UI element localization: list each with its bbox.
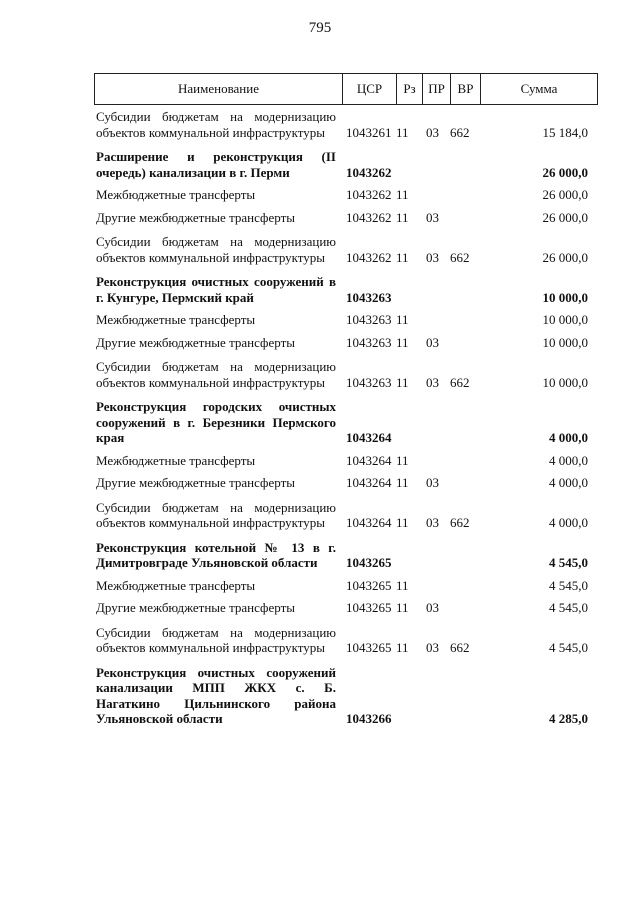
table-row (94, 399, 598, 446)
row-rz: 11 (396, 475, 409, 490)
row-name: Межбюджетные трансферты (96, 452, 256, 468)
row-sum: 4 000,0 (549, 430, 588, 445)
header-csr: ЦСР (343, 74, 397, 104)
row-vr: 662 (450, 640, 470, 655)
row-sum: 26 000,0 (542, 187, 588, 202)
row-name: Субсидии бюджетам на модернизацию объектов коммунальной инфраструктуры (96, 359, 336, 390)
row-csr: 1043265 (346, 555, 392, 570)
row-vr: 662 (450, 249, 470, 265)
row-name: Реконструкция городских очистных сооружений в г. Березники Пермского края (96, 399, 336, 445)
row-csr: 1043262 (346, 209, 392, 225)
header-name: Наименование (95, 74, 343, 104)
row-rz: 11 (396, 209, 409, 225)
row-sum: 10 000,0 (542, 374, 588, 390)
page-number: 795 (308, 20, 332, 36)
row-pr: 03 (426, 209, 439, 225)
row-csr: 1043262 (346, 164, 392, 180)
row-sum: 4 000,0 (549, 515, 588, 530)
header-pr: ПР (423, 74, 451, 104)
row-pr: 03 (426, 515, 439, 530)
budget-table (94, 73, 598, 727)
row-sum: 4 545,0 (549, 555, 588, 570)
row-vr: 662 (450, 515, 470, 530)
row-csr: 1043265 (346, 640, 392, 655)
header-vr: ВР (451, 74, 481, 104)
row-csr: 1043262 (346, 249, 392, 265)
row-csr: 1043266 (346, 711, 392, 726)
row-name: Другие межбюджетные трансферты (96, 600, 295, 615)
row-sum: 10 000,0 (542, 289, 588, 305)
table-row (94, 149, 598, 180)
row-sum: 4 545,0 (549, 600, 588, 615)
row-name: Межбюджетные трансферты (96, 577, 256, 593)
row-name: Межбюджетные трансферты (96, 187, 256, 202)
row-csr: 1043263 (346, 334, 392, 350)
row-sum: 10 000,0 (542, 312, 588, 327)
row-csr: 1043264 (346, 430, 392, 445)
table-row (94, 625, 598, 656)
row-sum: 4 545,0 (549, 577, 588, 593)
row-pr: 03 (426, 640, 439, 655)
row-pr: 03 (426, 334, 439, 350)
row-rz: 11 (396, 334, 409, 350)
row-name: Субсидии бюджетам на модернизацию объектов коммунальной инфраструктуры (96, 499, 336, 530)
row-rz: 11 (396, 312, 409, 327)
table-row (94, 500, 598, 531)
table-header (94, 73, 598, 105)
row-name: Реконструкция очистных сооружений канализации МПП ЖКХ с. Б. Нагаткино Цильнинского района Ульяновской области (96, 664, 336, 726)
row-rz: 11 (396, 640, 409, 655)
row-pr: 03 (426, 475, 439, 490)
row-rz: 11 (396, 577, 409, 593)
row-pr: 03 (426, 249, 439, 265)
row-sum: 26 000,0 (542, 164, 588, 180)
row-csr: 1043265 (346, 577, 392, 593)
row-rz: 11 (396, 600, 409, 615)
table-row (94, 187, 598, 203)
row-csr: 1043264 (346, 452, 392, 468)
row-csr: 1043264 (346, 515, 392, 530)
row-name: Другие межбюджетные трансферты (96, 475, 295, 490)
header-sum: Сумма (520, 81, 558, 96)
row-csr: 1043263 (346, 374, 392, 390)
row-name: Другие межбюджетные трансферты (96, 334, 295, 350)
row-name: Расширение и реконструкция (II очередь) канализации в г. Перми (96, 149, 336, 180)
table-row (94, 600, 598, 616)
table-row (94, 234, 598, 265)
table-row (94, 665, 598, 727)
row-vr: 662 (450, 374, 470, 390)
row-name: Другие межбюджетные трансферты (96, 209, 295, 225)
row-name: Реконструкция очистных сооружений в г. Кунгуре, Пермский край (96, 274, 336, 305)
row-pr: 03 (426, 374, 439, 390)
row-name: Межбюджетные трансферты (96, 312, 256, 327)
row-sum: 4 000,0 (549, 475, 588, 490)
row-rz: 11 (396, 187, 409, 202)
table-row (94, 109, 598, 140)
row-rz: 11 (396, 124, 409, 140)
table-row (94, 335, 598, 351)
row-csr: 1043263 (346, 312, 392, 327)
row-csr: 1043262 (346, 187, 392, 202)
row-pr: 03 (426, 600, 439, 615)
row-sum: 4 285,0 (549, 711, 588, 726)
row-rz: 11 (396, 515, 409, 530)
row-sum: 4 545,0 (549, 640, 588, 655)
row-sum: 4 000,0 (549, 452, 588, 468)
row-name: Реконструкция котельной № 13 в г. Димитровграде Ульяновской области (96, 539, 336, 570)
table-row (94, 578, 598, 594)
row-sum: 15 184,0 (542, 124, 588, 140)
row-csr: 1043264 (346, 475, 392, 490)
row-name: Субсидии бюджетам на модернизацию объектов коммунальной инфраструктуры (96, 234, 336, 265)
row-vr: 662 (450, 124, 470, 140)
row-sum: 10 000,0 (542, 334, 588, 350)
row-name: Субсидии бюджетам на модернизацию объектов коммунальной инфраструктуры (96, 109, 336, 140)
row-name: Субсидии бюджетам на модернизацию объектов коммунальной инфраструктуры (96, 624, 336, 655)
table-row (94, 475, 598, 491)
row-csr: 1043265 (346, 600, 392, 615)
row-sum: 26 000,0 (542, 249, 588, 265)
row-csr: 1043263 (346, 289, 392, 305)
table-body (94, 109, 598, 727)
table-row (94, 453, 598, 469)
row-pr: 03 (426, 124, 439, 140)
header-rz: Рз (397, 74, 423, 104)
row-rz: 11 (396, 374, 409, 390)
row-rz: 11 (396, 452, 409, 468)
row-sum: 26 000,0 (542, 209, 588, 225)
table-row (94, 210, 598, 226)
row-csr: 1043261 (346, 124, 392, 140)
table-row (94, 359, 598, 390)
table-row (94, 540, 598, 571)
table-row (94, 274, 598, 305)
row-rz: 11 (396, 249, 409, 265)
table-row (94, 312, 598, 328)
